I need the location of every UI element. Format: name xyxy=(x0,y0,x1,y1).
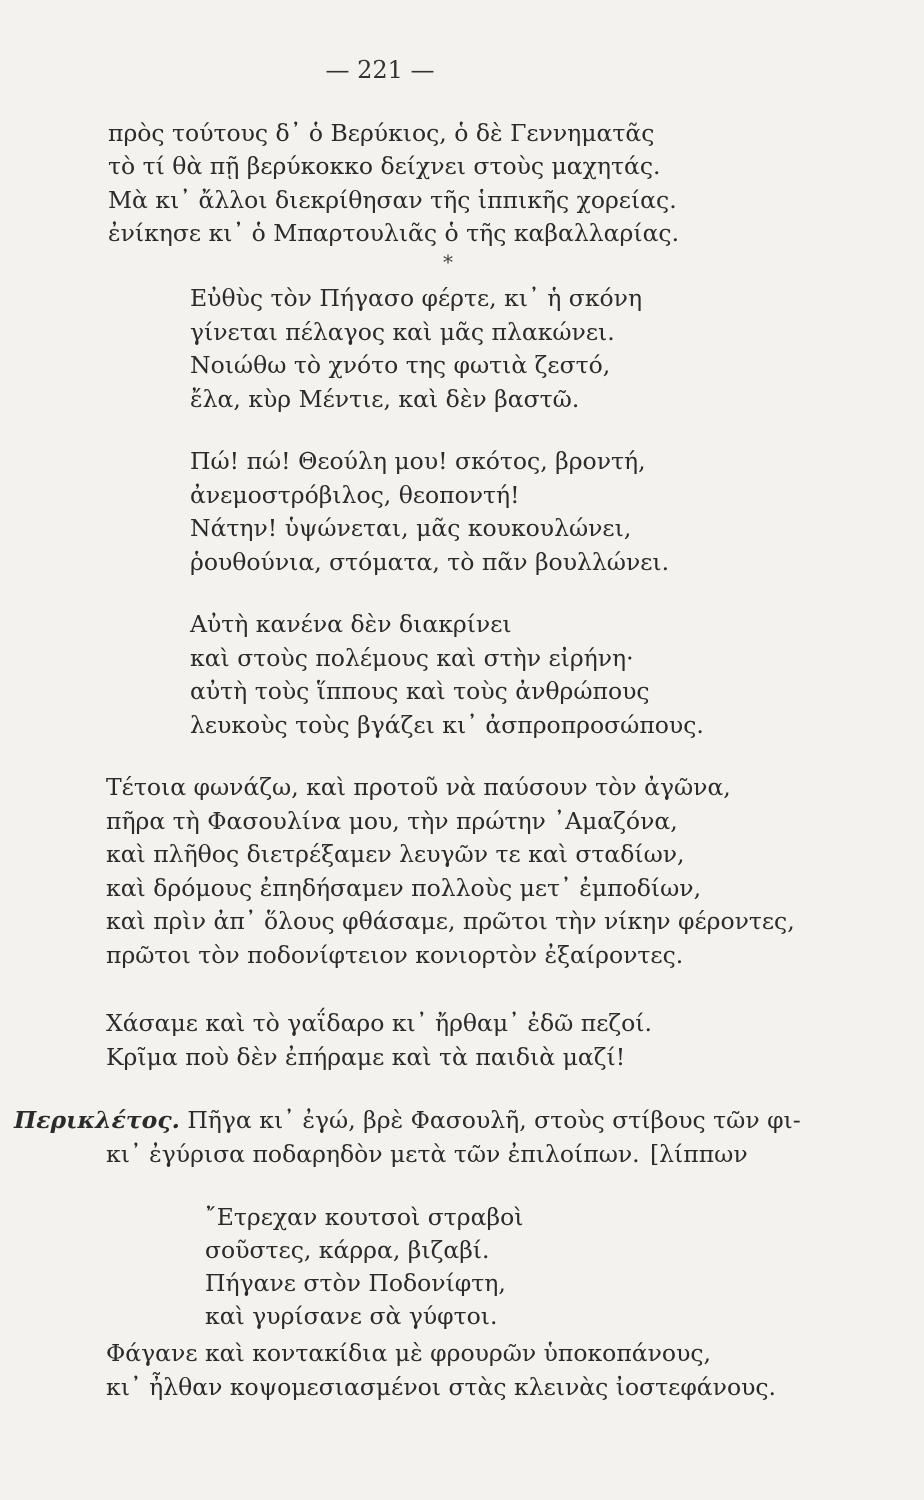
verse-line: γίνεται πέλαγος καὶ μᾶς πλακώνει. xyxy=(190,318,615,346)
verse-line: καὶ πρὶν ἀπ᾽ ὅλους φθάσαμε, πρῶτοι τὴν νίκην φέροντες, xyxy=(106,907,795,935)
speaker-name: Περικλέτος. xyxy=(14,1106,180,1134)
verse-line: σοῦστες, κάρρα, βιζαβί. xyxy=(205,1236,490,1264)
verse-line: λευκοὺς τοὺς βγάζει κι᾽ ἀσπροπροσώπους. xyxy=(190,711,704,739)
verse-line: Εὐθὺς τὸν Πήγασο φέρτε, κι᾽ ἡ σκόνη xyxy=(190,284,643,312)
verse-line: πρὸς τούτους δ᾽ ὁ Βερύκιος, ὁ δὲ Γεννηματᾶς xyxy=(108,119,655,147)
verse-line: αὐτὴ τοὺς ἵππους καὶ τοὺς ἀνθρώπους xyxy=(190,677,650,705)
verse-line: Κρῖμα ποὺ δὲν ἐπήραμε καὶ τὰ παιδιὰ μαζί! xyxy=(106,1043,626,1071)
verse-line: καὶ στοὺς πολέμους καὶ στὴν εἰρήνη· xyxy=(190,644,634,672)
verse-line: τὸ τί θὰ πῇ βερύκοκκο δείχνει στοὺς μαχητάς. xyxy=(108,152,661,180)
verse-line: Νάτην! ὑψώνεται, μᾶς κουκουλώνει, xyxy=(190,514,632,542)
verse-line: Μὰ κι᾽ ἄλλοι διεκρίθησαν τῆς ἱππικῆς χορείας. xyxy=(108,186,677,214)
verse-line: πρῶτοι τὸν ποδονίφτειον κονιορτὸν ἐξαίροντες. xyxy=(106,941,684,969)
verse-line: ῥουθούνια, στόματα, τὸ πᾶν βουλλώνει. xyxy=(190,548,670,576)
verse-line: Πώ! πώ! Θεούλη μου! σκότος, βροντή, xyxy=(190,447,646,475)
speech-line-tail: [λίππων xyxy=(650,1140,748,1168)
verse-line: Χάσαμε καὶ τὸ γαΐδαρο κι᾽ ἤρθαμ᾽ ἐδῶ πεζοί. xyxy=(106,1009,652,1037)
verse-line: κι᾽ ἦλθαν κοψομεσιασμένοι στὰς κλεινὰς ἰοστεφάνους. xyxy=(106,1373,777,1401)
verse-line: ἀνεμοστρόβιλος, θεοποντή! xyxy=(190,481,520,509)
verse-line: Πήγανε στὸν Ποδονίφτη, xyxy=(205,1269,506,1297)
speech-line xyxy=(14,1105,801,1135)
speech-line: κι᾽ ἐγύρισα ποδαρηδὸν μετὰ τῶν ἐπιλοίπων. xyxy=(106,1140,640,1168)
speech-text: Πῆγα κι᾽ ἐγώ, βρὲ Φασουλῆ, στοὺς στίβους τῶν φι- xyxy=(179,1106,801,1134)
verse-line: καὶ δρόμους ἐπηδήσαμεν πολλοὺς μετ᾽ ἐμποδίων, xyxy=(106,874,702,902)
verse-line: Φάγανε καὶ κοντακίδια μὲ φρουρῶν ὑποκοπάνους, xyxy=(106,1339,711,1367)
verse-line: ἐνίκησε κι᾽ ὁ Μπαρτουλιᾶς ὁ τῆς καβαλλαρίας. xyxy=(108,219,680,247)
verse-line: πῆρα τὴ Φασουλίνα μου, τὴν πρώτην ᾽Αμαζόνα, xyxy=(106,807,678,835)
verse-line: Τέτοια φωνάζω, καὶ προτοῦ νὰ παύσουν τὸν ἀγῶνα, xyxy=(106,773,731,801)
verse-line: καὶ πλῆθος διετρέξαμεν λευγῶν τε καὶ σταδίων, xyxy=(106,840,685,868)
verse-line: ἔλα, κὺρ Μέντιε, καὶ δὲν βαστῶ. xyxy=(190,385,580,413)
verse-line: Νοιώθω τὸ χνότο της φωτιὰ ζεστό, xyxy=(190,351,611,379)
verse-line: Αὐτὴ κανένα δὲν διακρίνει xyxy=(190,610,512,638)
page-number: — 221 — xyxy=(325,56,435,84)
section-asterisk: * xyxy=(443,250,453,274)
verse-line: ῎Ετρεχαν κουτσοὶ στραβοὶ xyxy=(205,1203,524,1231)
verse-line: καὶ γυρίσανε σὰ γύφτοι. xyxy=(205,1302,498,1330)
